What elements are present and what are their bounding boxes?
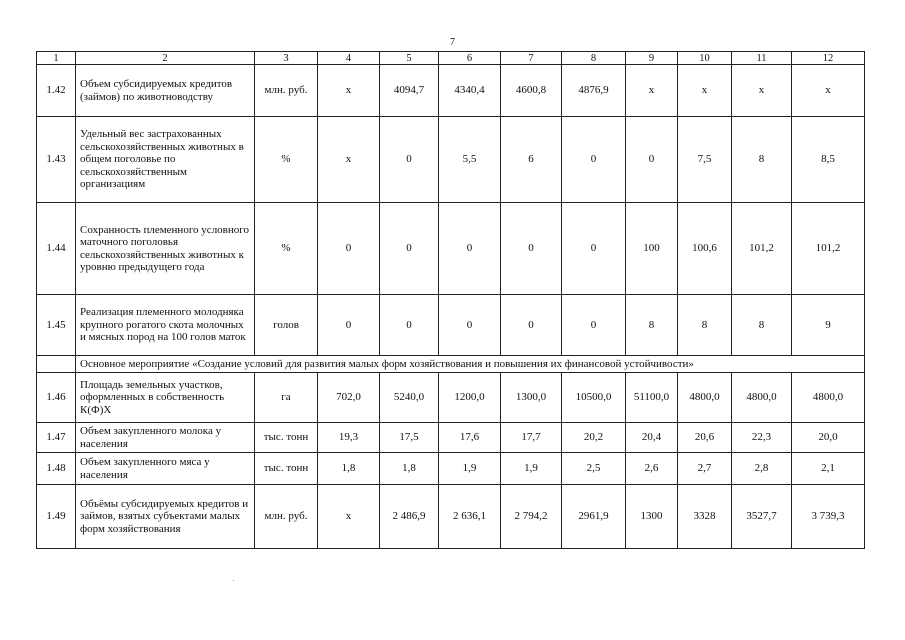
value-cell: 19,3: [318, 423, 380, 453]
column-number-cell: 7: [501, 52, 562, 65]
value-cell: 1300: [626, 485, 678, 549]
column-number-cell: 1: [37, 52, 76, 65]
value-cell: 2961,9: [562, 485, 626, 549]
value-cell: 0: [318, 203, 380, 295]
value-cell: х: [732, 65, 792, 117]
value-cell: 0: [501, 295, 562, 356]
value-cell: 3 739,3: [792, 485, 865, 549]
value-cell: 17,5: [380, 423, 439, 453]
table-row: [37, 117, 865, 203]
table-row: [37, 373, 865, 423]
table-row: [37, 423, 865, 453]
indicator-name-cell: Объем закупленного молока у населения: [76, 423, 255, 453]
value-cell: 0: [380, 295, 439, 356]
value-cell: 2,1: [792, 453, 865, 485]
value-cell: 0: [380, 117, 439, 203]
value-cell: 1,8: [318, 453, 380, 485]
value-cell: 10500,0: [562, 373, 626, 423]
value-cell: 22,3: [732, 423, 792, 453]
value-cell: 1,9: [501, 453, 562, 485]
value-cell: 0: [439, 295, 501, 356]
value-cell: 20,6: [678, 423, 732, 453]
table-row: [37, 65, 865, 117]
column-number-cell: 8: [562, 52, 626, 65]
column-number-cell: 11: [732, 52, 792, 65]
table-row: [37, 203, 865, 295]
value-cell: 6: [501, 117, 562, 203]
table-row: [37, 295, 865, 356]
value-cell: 4800,0: [732, 373, 792, 423]
table-row: [37, 453, 865, 485]
value-cell: 3328: [678, 485, 732, 549]
indicator-name-cell: Площадь земельных участков, оформленных в собственность К(Ф)Х: [76, 373, 255, 423]
value-cell: 0: [439, 203, 501, 295]
unit-cell: %: [255, 203, 318, 295]
value-cell: 1,9: [439, 453, 501, 485]
value-cell: 4876,9: [562, 65, 626, 117]
unit-cell: млн. руб.: [255, 485, 318, 549]
column-number-cell: 3: [255, 52, 318, 65]
row-number-cell: 1.46: [37, 373, 76, 423]
value-cell: 2,7: [678, 453, 732, 485]
column-number-row: [37, 52, 865, 65]
column-number-cell: 10: [678, 52, 732, 65]
value-cell: 20,2: [562, 423, 626, 453]
value-cell: 101,2: [792, 203, 865, 295]
unit-cell: тыс. тонн: [255, 423, 318, 453]
value-cell: 2,5: [562, 453, 626, 485]
value-cell: 0: [562, 295, 626, 356]
value-cell: 8: [732, 117, 792, 203]
value-cell: 100,6: [678, 203, 732, 295]
column-number-cell: 2: [76, 52, 255, 65]
value-cell: 17,6: [439, 423, 501, 453]
value-cell: 100: [626, 203, 678, 295]
value-cell: 1,8: [380, 453, 439, 485]
value-cell: 3527,7: [732, 485, 792, 549]
value-cell: 2 794,2: [501, 485, 562, 549]
row-number-cell: 1.47: [37, 423, 76, 453]
unit-cell: тыс. тонн: [255, 453, 318, 485]
scan-speck: [233, 580, 234, 581]
indicator-name-cell: Объёмы субсидируемых кредитов и займов, взятых субъектами малых форм хозяйствования: [76, 485, 255, 549]
value-cell: 5240,0: [380, 373, 439, 423]
value-cell: 7,5: [678, 117, 732, 203]
value-cell: 4600,8: [501, 65, 562, 117]
column-number-cell: 12: [792, 52, 865, 65]
indicator-name-cell: Объем субсидируемых кредитов (займов) по животноводству: [76, 65, 255, 117]
row-number-cell: 1.42: [37, 65, 76, 117]
value-cell: 0: [501, 203, 562, 295]
value-cell: 2,8: [732, 453, 792, 485]
value-cell: 20,0: [792, 423, 865, 453]
value-cell: х: [626, 65, 678, 117]
indicator-name-cell: Удельный вес застрахованных сельскохозяйственных животных в общем поголовье по сельскохозяйственным организациям: [76, 117, 255, 203]
value-cell: х: [318, 65, 380, 117]
value-cell: х: [678, 65, 732, 117]
section-row: [37, 356, 865, 373]
value-cell: 2 486,9: [380, 485, 439, 549]
value-cell: 101,2: [732, 203, 792, 295]
value-cell: 0: [380, 203, 439, 295]
value-cell: 4800,0: [678, 373, 732, 423]
value-cell: х: [318, 485, 380, 549]
row-number-cell: 1.43: [37, 117, 76, 203]
row-number-cell: 1.44: [37, 203, 76, 295]
unit-cell: га: [255, 373, 318, 423]
column-number-cell: 9: [626, 52, 678, 65]
unit-cell: голов: [255, 295, 318, 356]
row-number-cell: 1.48: [37, 453, 76, 485]
column-number-cell: 5: [380, 52, 439, 65]
value-cell: 0: [318, 295, 380, 356]
value-cell: 0: [562, 203, 626, 295]
value-cell: 1200,0: [439, 373, 501, 423]
indicators-table: [36, 51, 865, 549]
value-cell: 0: [626, 117, 678, 203]
page-number: 7: [450, 37, 455, 48]
value-cell: 4094,7: [380, 65, 439, 117]
unit-cell: %: [255, 117, 318, 203]
value-cell: 9: [792, 295, 865, 356]
value-cell: 17,7: [501, 423, 562, 453]
value-cell: 4800,0: [792, 373, 865, 423]
row-number-cell: 1.45: [37, 295, 76, 356]
value-cell: 702,0: [318, 373, 380, 423]
table-row: [37, 485, 865, 549]
value-cell: 20,4: [626, 423, 678, 453]
section-title: Основное мероприятие «Создание условий для развития малых форм хозяйствования и повышения их финансовой устойчивости»: [76, 356, 865, 373]
unit-cell: млн. руб.: [255, 65, 318, 117]
value-cell: 4340,4: [439, 65, 501, 117]
section-row-number-cell: [37, 356, 76, 373]
value-cell: х: [792, 65, 865, 117]
value-cell: 1300,0: [501, 373, 562, 423]
indicator-name-cell: Реализация племенного молодняка крупного рогатого скота молочных и мясных пород на 100 голов маток: [76, 295, 255, 356]
value-cell: 5,5: [439, 117, 501, 203]
value-cell: 2,6: [626, 453, 678, 485]
column-number-cell: 6: [439, 52, 501, 65]
row-number-cell: 1.49: [37, 485, 76, 549]
value-cell: 8: [678, 295, 732, 356]
value-cell: 8: [626, 295, 678, 356]
value-cell: х: [318, 117, 380, 203]
value-cell: 2 636,1: [439, 485, 501, 549]
value-cell: 51100,0: [626, 373, 678, 423]
indicator-name-cell: Объем закупленного мяса у населения: [76, 453, 255, 485]
value-cell: 0: [562, 117, 626, 203]
indicator-name-cell: Сохранность племенного условного маточного поголовья сельскохозяйственных животных к уровню предыдущего года: [76, 203, 255, 295]
value-cell: 8: [732, 295, 792, 356]
value-cell: 8,5: [792, 117, 865, 203]
column-number-cell: 4: [318, 52, 380, 65]
